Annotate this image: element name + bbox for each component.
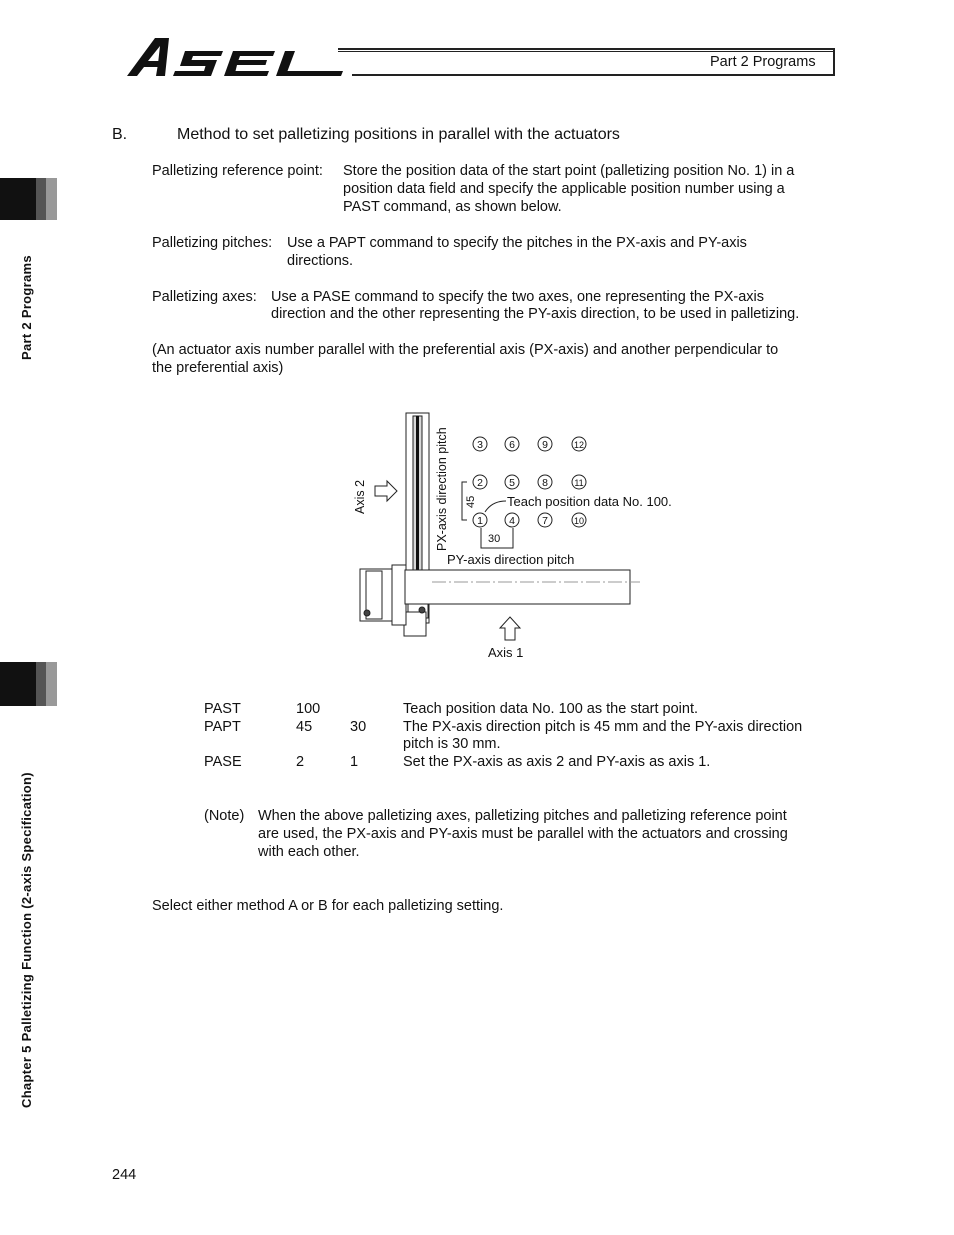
command-arg2: 30 [350, 719, 367, 735]
py-pitch-value: 30 [488, 533, 501, 545]
note-label: (Note) [204, 808, 245, 824]
command-desc: pitch is 30 mm. [403, 736, 501, 752]
axis1-arrow-icon [500, 617, 520, 640]
axis1-label: Axis 1 [488, 645, 524, 660]
definition-line: PAST command, as shown below. [343, 199, 562, 215]
page-number: 244 [112, 1167, 137, 1183]
svg-text:6: 6 [509, 439, 515, 451]
position-marker [572, 513, 586, 527]
teach-position-label: Teach position data No. 100. [507, 494, 672, 509]
svg-text:12: 12 [573, 440, 585, 450]
axis1-actuator [360, 565, 640, 625]
definition-term: Palletizing reference point: [152, 163, 323, 179]
heading-text: Method to set palletizing positions in parallel with the actuators [177, 126, 620, 143]
position-marker [538, 513, 552, 527]
svg-text:11: 11 [574, 478, 584, 488]
svg-text:1: 1 [477, 515, 483, 527]
header-rule-top [338, 48, 835, 50]
svg-text:4: 4 [509, 515, 515, 527]
svg-text:8: 8 [542, 477, 548, 489]
svg-text:2: 2 [477, 477, 483, 489]
sidebar-tab-block-2 [0, 662, 57, 706]
definition-term: Palletizing pitches: [152, 235, 273, 251]
header-rule-mid [338, 51, 835, 52]
svg-text:10: 10 [573, 516, 585, 526]
axis2-arrow-icon [375, 481, 397, 501]
header-rule-right [833, 48, 835, 76]
command-name: PAST [204, 701, 241, 717]
position-marker [473, 513, 487, 527]
position-marker [505, 475, 519, 489]
svg-text:9: 9 [542, 439, 548, 451]
command-name: PAPT [204, 719, 241, 735]
command-arg2: 1 [350, 754, 359, 770]
px-pitch-label: PX-axis direction pitch [435, 427, 449, 551]
asel-logo [125, 34, 350, 82]
command-arg1: 45 [296, 719, 313, 735]
definition-line: Use a PASE command to specify the two axes, one representing the PX-axis [271, 289, 764, 305]
sidebar-tab-block-1 [0, 178, 57, 220]
command-name: PASE [204, 754, 242, 770]
definition-line: direction and the other representing the PY-axis direction, to be used in palletizing. [271, 306, 800, 322]
heading-marker: B. [112, 126, 128, 143]
svg-text:7: 7 [542, 515, 548, 527]
position-marker [505, 437, 519, 451]
note-line: When the above palletizing axes, palletizing pitches and palletizing reference point [258, 808, 787, 824]
sidebar-tab-label-1: Part 2 Programs [19, 255, 34, 360]
definition-line: position data field and specify the applicable position number using a [343, 181, 785, 197]
position-marker [572, 475, 586, 489]
svg-text:3: 3 [477, 439, 483, 451]
definition-term: Palletizing axes: [152, 289, 257, 305]
position-marker [473, 475, 487, 489]
definition-line: Store the position data of the start point (palletizing position No. 1) in a [343, 163, 795, 179]
px-pitch-value: 45 [465, 495, 477, 508]
palletizing-diagram [340, 405, 672, 665]
position-marker [473, 437, 487, 451]
definition-line: directions. [287, 253, 354, 269]
paren-note-line: the preferential axis) [152, 360, 284, 376]
command-desc: Set the PX-axis as axis 2 and PY-axis as axis 1. [403, 754, 711, 770]
py-pitch-label: PY-axis direction pitch [447, 552, 575, 567]
position-marker [505, 513, 519, 527]
position-marker [572, 437, 586, 451]
definition-line: Use a PAPT command to specify the pitches in the PX-axis and PY-axis [287, 235, 747, 251]
command-desc: Teach position data No. 100 as the start point. [403, 701, 699, 717]
closing-text: Select either method A or B for each palletizing setting. [152, 898, 504, 914]
position-marker [538, 437, 552, 451]
command-arg1: 100 [296, 701, 321, 717]
svg-text:5: 5 [509, 477, 515, 489]
header-section: Part 2 Programs [710, 54, 816, 70]
command-desc: The PX-axis direction pitch is 45 mm and the PY-axis direction [403, 719, 803, 735]
note-line: with each other. [258, 844, 360, 860]
sidebar-tab-label-2: Chapter 5 Palletizing Function (2-axis Specification) [19, 772, 34, 1108]
note-line: are used, the PX-axis and PY-axis must be parallel with the actuators and crossing [258, 826, 788, 842]
teach-leader-line [485, 501, 506, 512]
header-rule-bottom [352, 74, 835, 76]
paren-note-line: (An actuator axis number parallel with the preferential axis (PX-axis) and another perpendicular to [152, 342, 779, 358]
position-marker [538, 475, 552, 489]
axis2-label: Axis 2 [353, 479, 367, 514]
command-arg1: 2 [296, 754, 305, 770]
